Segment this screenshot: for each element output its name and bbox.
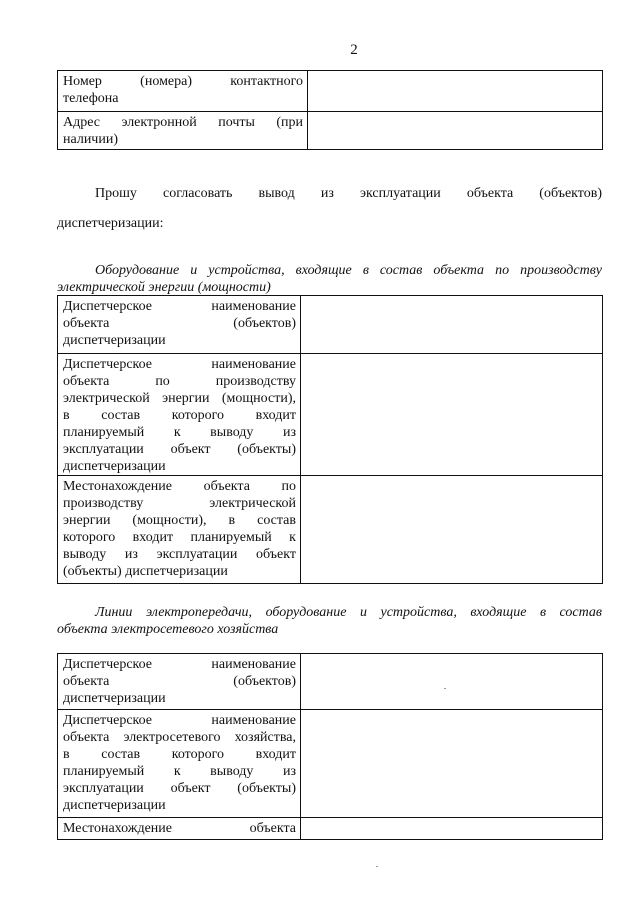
phone-label: Номер (номера) контактного телефона xyxy=(58,71,308,112)
request-line-1: Прошу согласовать вывод из эксплуатации объекта (объектов) xyxy=(95,186,602,201)
scan-artifact xyxy=(376,866,378,867)
generation-parent-value[interactable] xyxy=(301,354,603,476)
scan-artifact xyxy=(444,688,446,689)
email-label: Адрес электронной почты (при наличии) xyxy=(58,112,308,150)
generation-name-label: Диспетчерское наименование объекта (объектов) диспетчеризации xyxy=(58,296,301,354)
grid-name-label: Диспетчерское наименование объекта (объектов) диспетчеризации xyxy=(58,654,301,710)
email-value-field[interactable] xyxy=(308,112,603,150)
grid-name-value[interactable] xyxy=(301,654,603,710)
grid-table xyxy=(57,653,603,840)
request-line-2: диспетчеризации: xyxy=(57,216,164,231)
grid-section-caption: Линии электропередачи, оборудование и устройства, входящие в состав объекта электросетевого хозяйства xyxy=(57,605,602,637)
generation-name-value[interactable] xyxy=(301,296,603,354)
grid-parent-label: Диспетчерское наименование объекта электросетевого хозяйства, в состав которого входит планируемый к выводу из эксплуатации объект (объекты) диспетчеризации xyxy=(58,710,301,818)
contact-row-email xyxy=(58,112,603,150)
grid-parent-value[interactable] xyxy=(301,710,603,818)
generation-location-label: Местонахождение объекта по производству электрической энергии (мощности), в состав которого входит планируемый к выводу из эксплуатации объект (объекты) диспетчеризации xyxy=(58,476,301,584)
phone-value-field[interactable] xyxy=(308,71,603,112)
generation-section-caption: Оборудование и устройства, входящие в состав объекта по производству электрической энергии (мощности) xyxy=(57,263,602,295)
grid-row-location xyxy=(58,818,603,840)
grid-row-parent xyxy=(58,710,603,818)
grid-location-value[interactable] xyxy=(301,818,603,840)
request-paragraph xyxy=(57,185,602,232)
grid-row-name xyxy=(58,654,603,710)
generation-table xyxy=(57,295,603,584)
contact-table xyxy=(57,70,603,150)
generation-row-parent xyxy=(58,354,603,476)
generation-parent-label: Диспетчерское наименование объекта по производству электрической энергии (мощности), в состав которого входит планируемый к выводу из эксплуатации объект (объекты) диспетчеризации xyxy=(58,354,301,476)
generation-location-value[interactable] xyxy=(301,476,603,584)
page-number: 2 xyxy=(350,42,358,58)
generation-row-location xyxy=(58,476,603,584)
generation-row-name xyxy=(58,296,603,354)
contact-row-phone xyxy=(58,71,603,112)
grid-location-label: Местонахождение объекта xyxy=(58,818,301,840)
